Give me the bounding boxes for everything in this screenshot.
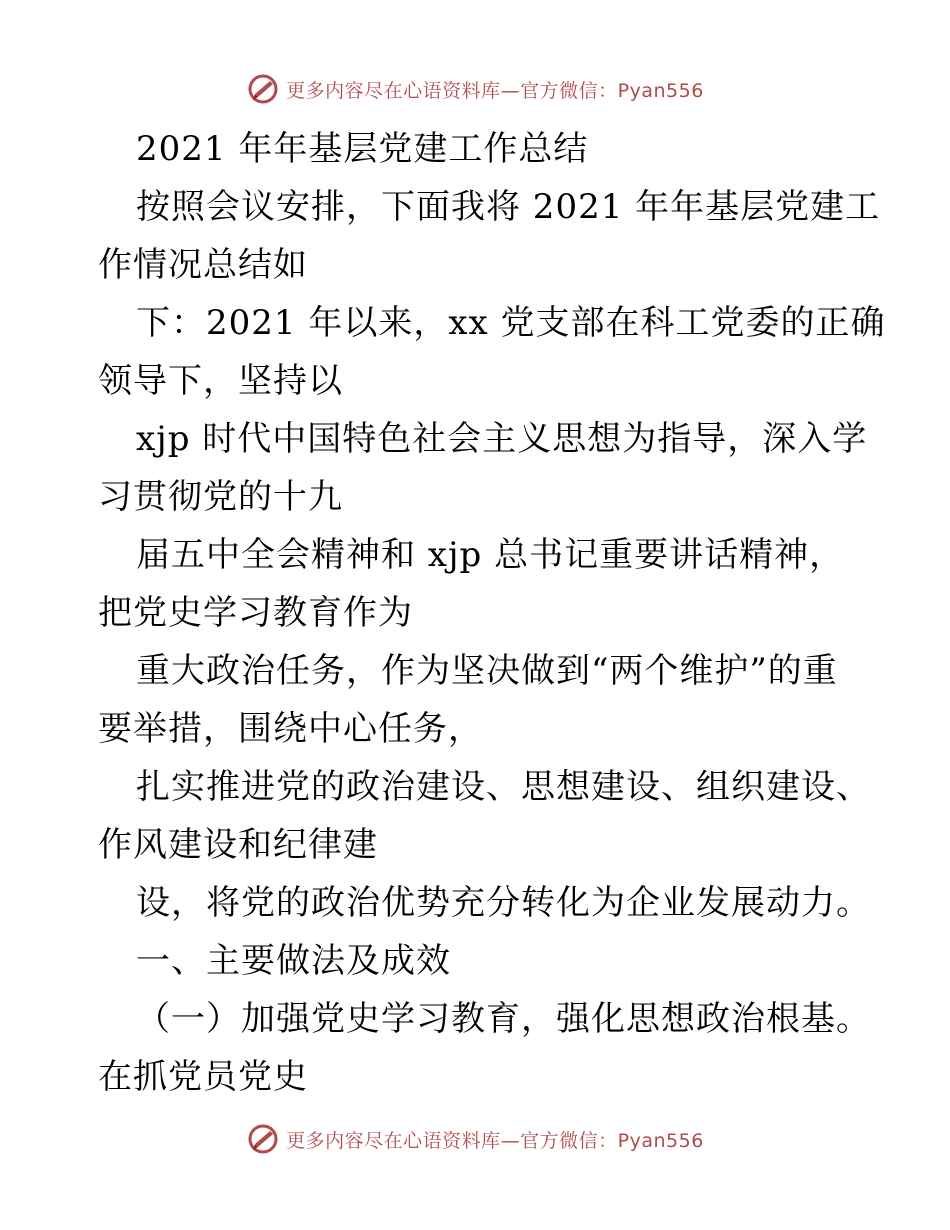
watermark-header	[0, 72, 950, 106]
pen-logo-icon	[246, 72, 280, 106]
text-line: 下：2021 年以来，xx 党支部在科工党委的正确	[136, 303, 886, 343]
text-line: 在抓党员党史	[98, 1057, 308, 1097]
text-line: 2021 年年基层党建工作总结	[136, 129, 589, 169]
text-line: 要举措，围绕中心任务，	[98, 709, 483, 749]
text-line: 把党史学习教育作为	[98, 593, 413, 633]
text-line: 作风建设和纪律建	[98, 825, 378, 865]
watermark-text: 更多内容尽在心语资料库—官方微信：Pyan556	[286, 79, 704, 102]
document-body	[98, 120, 886, 1106]
pen-logo-icon	[246, 1122, 280, 1156]
text-line: xjp 时代中国特色社会主义思想为指导，深入学	[136, 419, 868, 459]
text-line: 扎实推进党的政治建设、思想建设、组织建设、	[136, 767, 871, 807]
watermark-text: 更多内容尽在心语资料库—官方微信：Pyan556	[286, 1129, 704, 1152]
text-line: 作情况总结如	[98, 245, 308, 285]
text-line: 届五中全会精神和 xjp 总书记重要讲话精神，	[136, 535, 845, 575]
text-line: （一）加强党史学习教育，强化思想政治根基。	[136, 999, 871, 1039]
watermark-footer	[0, 1122, 950, 1156]
text-line: 按照会议安排，下面我将 2021 年年基层党建工	[136, 187, 881, 227]
text-line: 一、主要做法及成效	[136, 941, 451, 981]
text-line: 习贯彻党的十九	[98, 477, 343, 517]
text-line: 领导下，坚持以	[98, 361, 343, 401]
text-line: 设，将党的政治优势充分转化为企业发展动力。	[136, 883, 871, 923]
text-line: 重大政治任务，作为坚决做到“两个维护”的重	[136, 651, 838, 691]
